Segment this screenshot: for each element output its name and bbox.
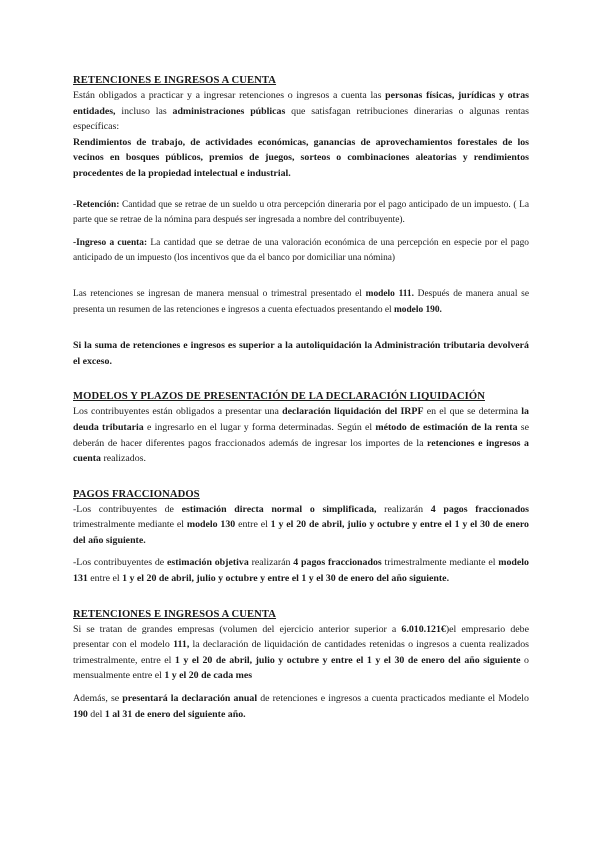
- bold-run: estimación directa normal o simplificada,: [181, 503, 377, 515]
- estimacion-objetiva-paragraph: [73, 555, 529, 586]
- text-run: en el que se determina: [423, 406, 522, 418]
- bold-run: 111,: [173, 639, 190, 651]
- bold-run: Rendimientos de trabajo, de actividades económicas, ganancias de aprovechamientos forestales de los vecinos en bosques públicos, premios de juegos, sorteos o combinaciones aleatorias y rendimientos procedentes de la propiedad intelectual e industrial.: [73, 136, 529, 179]
- retencion-definition: [73, 198, 529, 229]
- bold-run: modelo 130: [186, 519, 236, 531]
- text-run: la declaración de liquidación de cantidades retenidas o ingresos a cuenta realizados trimestralmente, entre el: [73, 639, 529, 666]
- declaracion-paragraph: [73, 404, 529, 466]
- section-retenciones-empresas: [73, 607, 529, 723]
- text-run: -Los contribuyentes de: [73, 503, 182, 515]
- section-pagos-fraccionados: [73, 487, 529, 587]
- bold-run: administraciones públicas: [172, 105, 286, 117]
- section-modelos-plazos: [73, 389, 529, 466]
- bold-run: personas físicas, jurídicas y otras entidades,: [73, 90, 529, 117]
- bold-run: 6.010.121€: [401, 623, 446, 635]
- text-run: o mensualmente entre el: [73, 654, 529, 682]
- bold-run: 1 y el 20 de abril, julio y octubre y entre el 1 y el 30 de enero del año siguiente: [174, 654, 521, 666]
- text-run: se deberán de hacer diferentes pagos fraccionados además de ingresar los importes de la: [73, 421, 529, 449]
- bold-run: 4 pagos fraccionados: [293, 557, 382, 569]
- text-run: Después de manera anual se presenta un resumen de las retenciones e ingresos a cuenta efectuados presentando el: [73, 288, 529, 315]
- text-run: Si se tratan de grandes empresas (volumen del ejercicio anterior superior a: [73, 623, 402, 635]
- definition-term: -Ingreso a cuenta:: [73, 237, 148, 248]
- text-run: realizarán: [248, 557, 294, 569]
- text-run: entre el: [87, 573, 123, 585]
- text-run: trimestralmente mediante el: [381, 557, 499, 569]
- grandes-empresas-paragraph: [73, 622, 529, 684]
- text-run: )el empresario debe presentar con el modelo: [73, 623, 529, 651]
- bold-run: presentará la declaración anual: [122, 693, 258, 705]
- section-heading: MODELOS Y PLAZOS DE PRESENTACIÓN DE LA DECLARACIÓN LIQUIDACIÓN: [73, 391, 485, 403]
- text-run: que satisfagan retribuciones dinerarias o algunas rentas específicas:: [73, 105, 530, 133]
- devolucion-paragraph: [73, 338, 529, 369]
- text-run: realizados.: [100, 453, 146, 465]
- text-run: Las retenciones se ingresan de manera mensual o trimestral presentado el: [73, 288, 366, 299]
- text-run: trimestralmente mediante el: [73, 519, 187, 531]
- section-heading: PAGOS FRACCIONADOS: [73, 488, 200, 500]
- section-heading: RETENCIONES E INGRESOS A CUENTA: [73, 75, 277, 86]
- ingreso-definition: [73, 236, 529, 267]
- text-run: Además, se: [73, 693, 123, 705]
- bold-run: declaración liquidación del IRPF: [282, 406, 424, 418]
- text-run: de retenciones e ingresos a cuenta practicados mediante el Modelo: [257, 693, 529, 705]
- bold-run: 190: [73, 708, 88, 720]
- bold-run: Si la suma de retenciones e ingresos es superior a la autoliquidación la Administración tributaria devolverá el exceso.: [73, 340, 529, 367]
- text-run: Están obligados a practicar y a ingresar retenciones o ingresos a cuenta las: [73, 90, 386, 101]
- bold-run: 1 y el 20 de abril, julio y octubre y entre el 1 y el 30 de enero del año siguiente.: [73, 519, 529, 546]
- bold-run: estimación objetiva: [166, 557, 249, 569]
- document-page: [73, 73, 529, 722]
- bold-run: método de estimación de la renta: [375, 421, 518, 433]
- text-run: realizarán: [376, 503, 431, 515]
- definition-text: La cantidad que se detrae de una valoración económica de una percepción en especie por el pago anticipado de un impuesto (los incentivos que da el banco por domiciliar una nómina): [73, 237, 529, 264]
- text-run: e ingresarlo en el lugar y forma determinadas. Según el: [143, 421, 376, 433]
- bold-run: modelo 111.: [365, 288, 414, 299]
- bold-run: 1 y el 20 de cada mes: [164, 670, 253, 682]
- definition-text: Cantidad que se retrae de un sueldo u otra percepción dineraria por el pago anticipado de un impuesto. ( La parte que se retrae de la nómina para después ser ingresada a nombre del contribuyente).: [73, 199, 529, 226]
- definition-term: -Retención:: [73, 199, 120, 210]
- rentas-paragraph: [73, 135, 529, 182]
- section-heading: RETENCIONES E INGRESOS A CUENTA: [73, 608, 277, 620]
- text-run: Los contribuyentes están obligados a presentar una: [73, 406, 283, 418]
- bold-run: 1 al 31 de enero del siguiente año.: [104, 708, 246, 720]
- bold-run: modelo 190.: [393, 304, 442, 315]
- section-retenciones: [73, 73, 529, 369]
- estimacion-directa-paragraph: [73, 502, 529, 549]
- bold-run: la deuda tributaria: [73, 406, 529, 433]
- declaracion-anual-paragraph: [73, 691, 529, 722]
- bold-run: retenciones e ingresos a cuenta: [73, 437, 529, 465]
- text-run: del: [87, 708, 105, 720]
- bold-run: 4 pagos fraccionados: [430, 503, 529, 515]
- bold-run: 1 y el 20 de abril, julio y octubre y entre el 1 y el 30 de enero del año siguiente.: [122, 573, 450, 585]
- modelos-paragraph: [73, 287, 529, 318]
- obligados-paragraph: [73, 88, 529, 135]
- text-run: incluso las: [115, 105, 173, 117]
- text-run: entre el: [235, 519, 271, 531]
- bold-run: modelo 131: [73, 557, 529, 585]
- text-run: -Los contribuyentes de: [73, 557, 167, 569]
